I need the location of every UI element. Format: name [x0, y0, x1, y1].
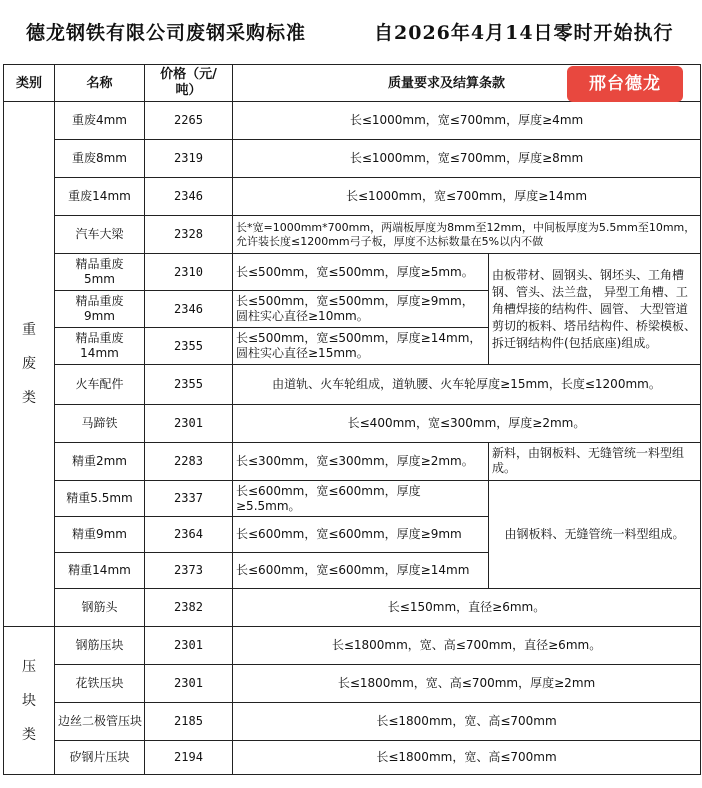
row-spec: 长≤500mm，宽≤500mm，厚度≥14mm，圆柱实心直径≥15mm。	[233, 328, 489, 365]
header-terms: 质量要求及结算条款	[233, 65, 701, 102]
row-spec: 长≤500mm，宽≤500mm，厚度≥5mm。	[233, 254, 489, 291]
table-row	[4, 254, 701, 291]
table-row	[4, 481, 701, 517]
row-name: 精重2mm	[55, 443, 145, 481]
row-name: 钢筋头	[55, 589, 145, 627]
row-price: 2373	[145, 553, 233, 589]
table-row	[4, 102, 701, 140]
row-spec: 长≤1800mm，宽、高≤700mm	[233, 741, 701, 775]
row-price: 2185	[145, 703, 233, 741]
row-spec: 长≤600mm，宽≤600mm，厚度≥9mm	[233, 517, 489, 553]
row-spec: 长≤1000mm，宽≤700mm，厚度≥14mm	[233, 178, 701, 216]
page-header	[0, 0, 702, 64]
row-price: 2301	[145, 665, 233, 703]
row-price: 2319	[145, 140, 233, 178]
row-spec: 长≤150mm，直径≥6mm。	[233, 589, 701, 627]
header-price: 价格（元/吨）	[145, 65, 233, 102]
row-price: 2310	[145, 254, 233, 291]
row-price: 2328	[145, 216, 233, 254]
row-price: 2283	[145, 443, 233, 481]
row-price: 2355	[145, 328, 233, 365]
watermark-badge: 邢台德龙	[567, 66, 683, 102]
company-title: 德龙钢铁有限公司废钢采购标准	[26, 22, 307, 44]
row-price: 2382	[145, 589, 233, 627]
row-spec: 长*宽=1000mm*700mm，两端板厚度为8mm至12mm，中间板厚度为5.5mm至10mm，允许装长度≤1200mm弓子板，厚度不达标数量在5%以内不做	[233, 216, 701, 254]
row-name: 精重5.5mm	[55, 481, 145, 517]
row-name: 重废8mm	[55, 140, 145, 178]
note-jingzhong: 由钢板料、无缝管统一料型组成。	[489, 481, 701, 589]
header-name: 名称	[55, 65, 145, 102]
row-price: 2346	[145, 178, 233, 216]
row-price: 2301	[145, 405, 233, 443]
table-row	[4, 216, 701, 254]
row-spec: 长≤1000mm，宽≤700mm，厚度≥8mm	[233, 140, 701, 178]
row-name: 火车配件	[55, 365, 145, 405]
category-block: 压块类	[4, 627, 55, 775]
category-heavy: 重废类	[4, 102, 55, 627]
row-spec: 长≤600mm，宽≤600mm，厚度≥5.5mm。	[233, 481, 489, 517]
row-spec: 长≤500mm，宽≤500mm，厚度≥9mm，圆柱实心直径≥10mm。	[233, 291, 489, 328]
row-price: 2337	[145, 481, 233, 517]
row-name: 马蹄铁	[55, 405, 145, 443]
row-name: 边丝二极管压块	[55, 703, 145, 741]
row-spec: 长≤600mm，宽≤600mm，厚度≥14mm	[233, 553, 489, 589]
row-name: 精品重废9mm	[55, 291, 145, 328]
row-price: 2364	[145, 517, 233, 553]
note-jingzhong2: 新料，由钢板料、无缝管统一料型组成。	[489, 443, 701, 481]
table-row	[4, 140, 701, 178]
row-price: 2265	[145, 102, 233, 140]
row-price: 2355	[145, 365, 233, 405]
row-price: 2194	[145, 741, 233, 775]
table-row	[4, 405, 701, 443]
table-row	[4, 665, 701, 703]
row-spec: 长≤1800mm，宽、高≤700mm，厚度≥2mm	[233, 665, 701, 703]
table-row	[4, 589, 701, 627]
row-name: 矽钢片压块	[55, 741, 145, 775]
row-name: 精品重废5mm	[55, 254, 145, 291]
row-name: 重废4mm	[55, 102, 145, 140]
row-price: 2301	[145, 627, 233, 665]
effective-date: 自2026年4月14日零时开始执行	[374, 22, 674, 44]
row-name: 精重14mm	[55, 553, 145, 589]
header-category: 类别	[4, 65, 55, 102]
row-name: 花铁压块	[55, 665, 145, 703]
row-price: 2346	[145, 291, 233, 328]
table-row	[4, 178, 701, 216]
table-row	[4, 443, 701, 481]
row-name: 精重9mm	[55, 517, 145, 553]
row-spec: 长≤1800mm，宽、高≤700mm，直径≥6mm。	[233, 627, 701, 665]
row-name: 汽车大梁	[55, 216, 145, 254]
row-spec: 长≤1800mm，宽、高≤700mm	[233, 703, 701, 741]
table-row	[4, 703, 701, 741]
row-spec: 长≤400mm，宽≤300mm，厚度≥2mm。	[233, 405, 701, 443]
price-table	[3, 64, 701, 775]
row-name: 钢筋压块	[55, 627, 145, 665]
table-row	[4, 741, 701, 775]
row-name: 精品重废14mm	[55, 328, 145, 365]
table-row	[4, 365, 701, 405]
row-spec: 长≤1000mm，宽≤700mm，厚度≥4mm	[233, 102, 701, 140]
row-spec: 由道轨、火车轮组成，道轨腰、火车轮厚度≥15mm，长度≤1200mm。	[233, 365, 701, 405]
note-jingpin: 由板带材、圆钢头、钢坯头、工角槽钢、管头、法兰盘， 异型工角槽、工角槽焊接的结构件、圆管、 大型管道剪切的板料、塔吊结构件、桥梁模板、 拆迁钢结构件(包括底座)组成。	[489, 254, 701, 365]
row-name: 重废14mm	[55, 178, 145, 216]
row-spec: 长≤300mm，宽≤300mm，厚度≥2mm。	[233, 443, 489, 481]
table-row	[4, 627, 701, 665]
